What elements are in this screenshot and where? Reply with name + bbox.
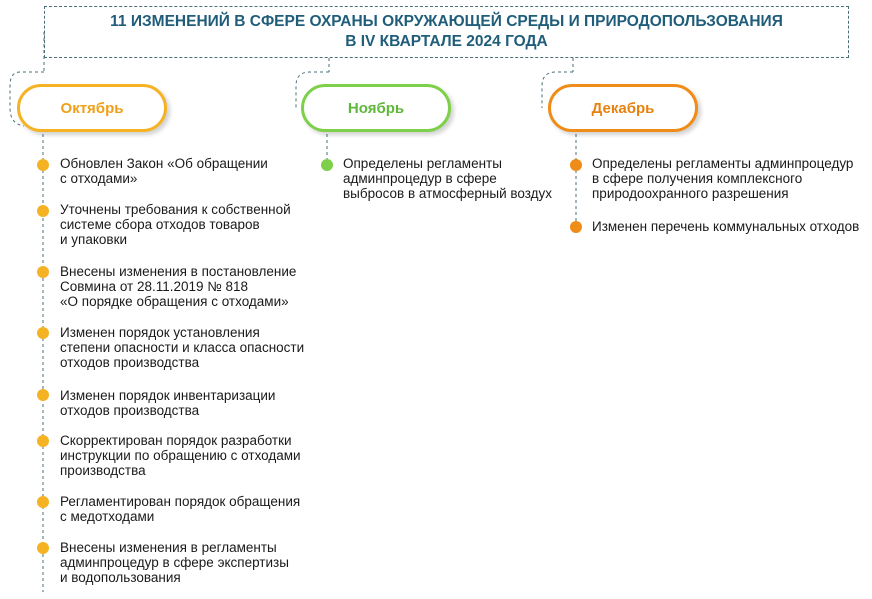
december-item-2 bbox=[592, 219, 859, 234]
item-line: Регламентирован порядок обращения bbox=[60, 494, 301, 509]
october-item-3 bbox=[60, 264, 296, 309]
item-line: Изменен порядок установления bbox=[60, 325, 260, 340]
october-item-8 bbox=[60, 540, 289, 585]
bullet-dot bbox=[321, 159, 333, 171]
october-item-4 bbox=[60, 325, 304, 370]
month-november-label: Ноябрь bbox=[347, 99, 405, 117]
item-line: степени опасности и класса опасности bbox=[60, 340, 305, 355]
item-line: Изменен порядок инвентаризации bbox=[60, 388, 276, 403]
item-line: админпроцедур в сфере экспертизы bbox=[60, 555, 289, 570]
bullet-dot bbox=[570, 221, 582, 233]
bullet-dot bbox=[37, 389, 49, 401]
october-item-7 bbox=[60, 494, 300, 524]
month-october bbox=[17, 84, 167, 132]
bullet-dot bbox=[37, 159, 49, 171]
item-line: природоохранного разрешения bbox=[592, 186, 789, 201]
item-line: Внесены изменения в регламенты bbox=[60, 540, 277, 555]
december-item-1 bbox=[592, 156, 853, 201]
item-line: и водопользования bbox=[60, 570, 181, 585]
month-october-label: Октябрь bbox=[60, 99, 124, 117]
month-december bbox=[548, 84, 698, 132]
bullet-dot bbox=[37, 205, 49, 217]
item-line: «О порядке обращения с отходами» bbox=[60, 294, 289, 309]
bullet-dot bbox=[37, 496, 49, 508]
october-item-2 bbox=[60, 202, 291, 247]
item-line: Обновлен Закон «Об обращении bbox=[60, 156, 268, 171]
item-line: админпроцедур в сфере bbox=[343, 171, 497, 186]
bullet-dot bbox=[37, 542, 49, 554]
title-box bbox=[44, 6, 849, 58]
month-november bbox=[301, 84, 451, 132]
item-line: выбросов в атмосферный воздух bbox=[343, 186, 553, 201]
item-line: Определены регламенты админпроцедур bbox=[592, 156, 854, 171]
item-line: отходов производства bbox=[60, 403, 200, 418]
item-line: Изменен перечень коммунальных отходов bbox=[592, 219, 860, 234]
item-line: в сфере получения комплексного bbox=[592, 171, 803, 186]
october-item-1 bbox=[60, 156, 268, 186]
bullet-dot bbox=[37, 435, 49, 447]
title-line-2: В IV КВАРТАЛЕ 2024 ГОДА bbox=[345, 33, 548, 50]
bullet-dot bbox=[570, 159, 582, 171]
item-line: с отходами» bbox=[60, 171, 138, 186]
item-line: Внесены изменения в постановление bbox=[60, 264, 297, 279]
month-december-label: Декабрь bbox=[591, 99, 655, 117]
bullet-dot bbox=[37, 327, 49, 339]
item-line: производства bbox=[60, 463, 146, 478]
item-line: отходов производства bbox=[60, 355, 200, 370]
item-line: Определены регламенты bbox=[343, 156, 502, 171]
title-line-1: 11 ИЗМЕНЕНИЙ В СФЕРЕ ОХРАНЫ ОКРУЖАЮЩЕЙ СРЕДЫ И ПРИРОДОПОЛЬЗОВАНИЯ bbox=[110, 13, 783, 30]
item-line: и упаковки bbox=[60, 232, 128, 247]
item-line: инструкции по обращению с отходами bbox=[60, 448, 301, 463]
item-line: с медотходами bbox=[60, 509, 155, 524]
item-line: системе сбора отходов товаров bbox=[60, 217, 260, 232]
bullet-dot bbox=[37, 266, 49, 278]
november-item-1 bbox=[343, 156, 552, 201]
item-line: Скорректирован порядок разработки bbox=[60, 433, 292, 448]
october-item-5 bbox=[60, 388, 275, 418]
item-line: Уточнены требования к собственной bbox=[60, 202, 291, 217]
item-line: Совмина от 28.11.2019 № 818 bbox=[60, 279, 249, 294]
october-item-6 bbox=[60, 433, 301, 478]
